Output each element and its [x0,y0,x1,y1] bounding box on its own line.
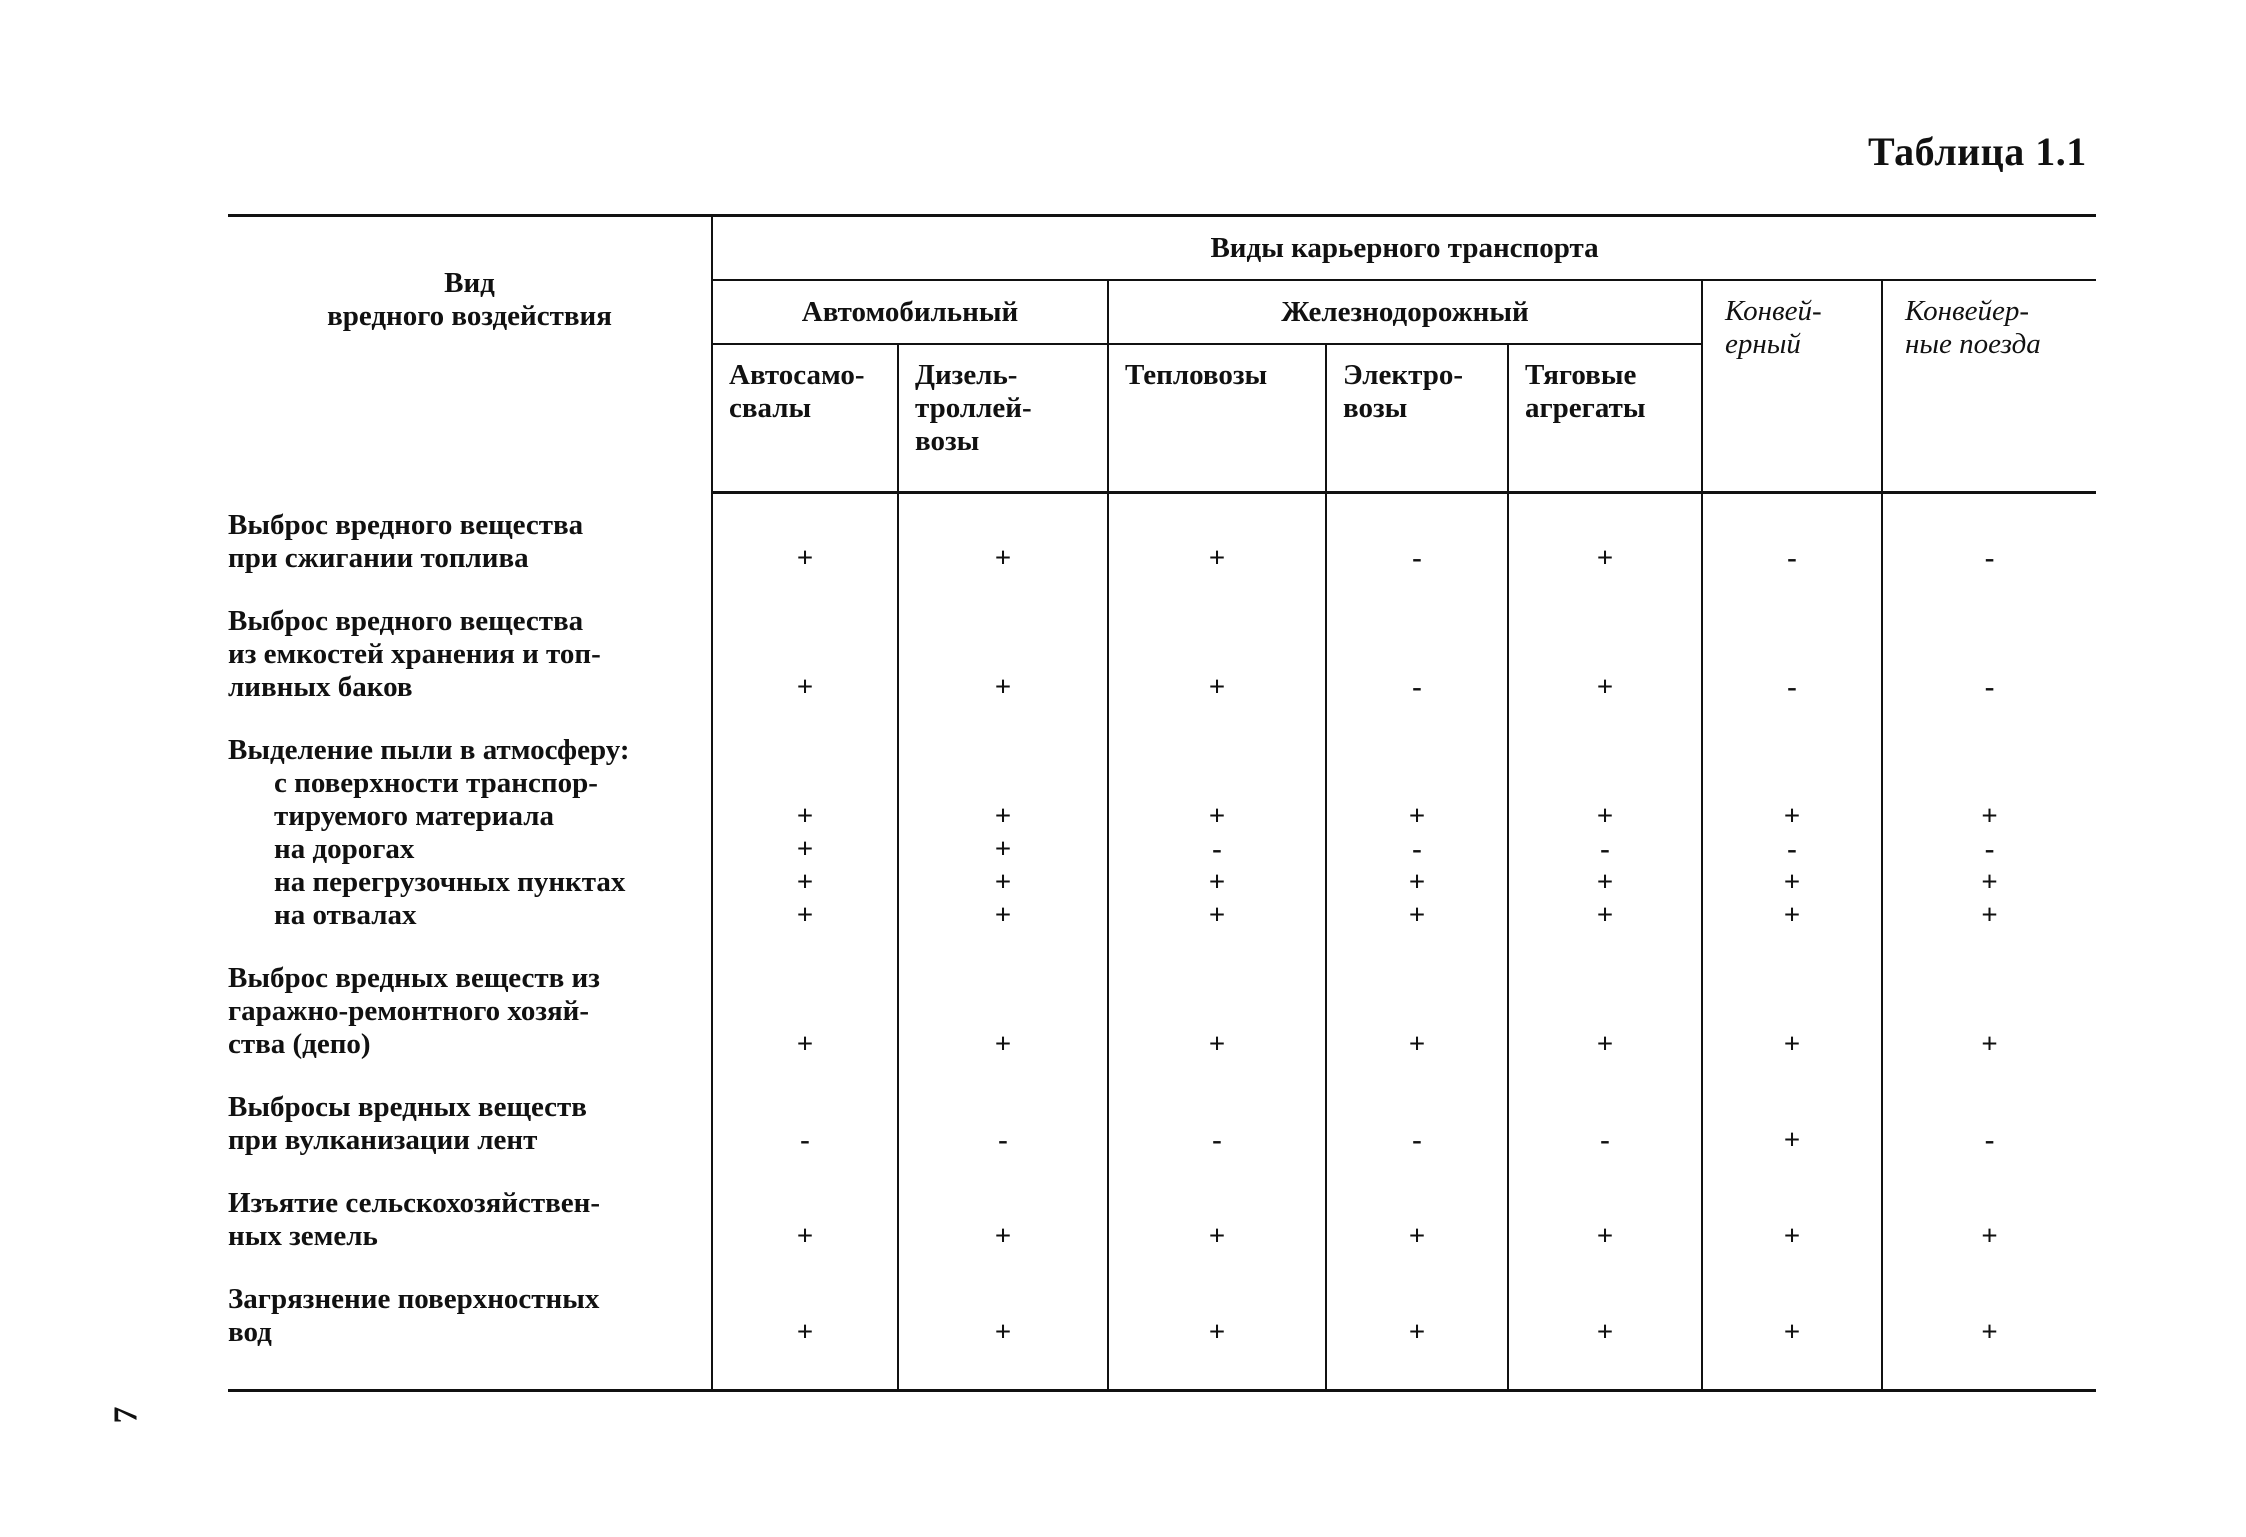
page-number: 7 [107,1406,145,1424]
mark-cell: - [898,1075,1108,1171]
mark-cell: + [1108,946,1326,1075]
mark-cell: + [712,946,898,1075]
mark-cell: + [1702,1171,1882,1267]
mark-cell: - [1882,493,2096,589]
diesel-trolley-header: Дизель- троллей- возы [898,344,1108,493]
hazard-table [228,214,2096,1392]
mark-cell: + [1326,1171,1508,1267]
hazard-label: Выброс вредных веществ из гаражно-ремонтного хозяй- ства (депо) [228,961,600,1060]
hazard-label: Выброс вредного вещества при сжигании топлива [228,508,584,574]
hazard-label: Загрязнение поверхностных вод [228,1267,712,1391]
mark-cell: - [1508,1075,1702,1171]
mark-cell: + - + + [1508,718,1702,946]
traction-units-header: Тяговые агрегаты [1508,344,1702,493]
rail-group-header: Железнодорожный [1108,280,1702,344]
mark-cell: - [1882,1075,2096,1171]
mark-cell: + [1108,493,1326,589]
mark-cell: - [1326,493,1508,589]
mark-cell: - [1702,493,1882,589]
mark-cell: - [1702,589,1882,718]
table-row [228,589,2096,718]
mark-cell: + [1882,946,2096,1075]
mark-cell: + + + + [898,718,1108,946]
mark-cell: - [1882,589,2096,718]
mark-cell: - [1108,1075,1326,1171]
electric-loco-header: Электро- возы [1326,344,1508,493]
mark-cell: - [712,1075,898,1171]
table-row [228,1171,2096,1267]
mark-cell: + [712,1171,898,1267]
dump-trucks-header: Автосамо- свалы [712,344,898,493]
table-row [228,1075,2096,1171]
mark-cell: + [1882,1171,2096,1267]
hazard-label: Выброс вредного вещества из емкостей хранения и топ- ливных баков [228,604,601,703]
mark-cell: + - + + [1882,718,2096,946]
mark-cell: + [1508,589,1702,718]
mark-cell: + [898,493,1108,589]
mark-cell: + [1508,1171,1702,1267]
mark-cell: + + + + [712,718,898,946]
table-caption: Таблица 1.1 [1868,129,2087,174]
hazard-label: Выбросы вредных веществ при вулканизации лент [228,1090,587,1156]
table-row [228,493,2096,589]
mark-cell: + - + + [1108,718,1326,946]
transport-types-header: Виды карьерного транспорта [712,216,2096,281]
mark-cell: + [1508,493,1702,589]
mark-cell: + [1108,589,1326,718]
mark-cell: + [1702,1075,1882,1171]
mark-cell: + [898,946,1108,1075]
conveyor-header: Конвей- ерный [1702,280,1882,493]
table-row [228,718,2096,946]
conveyor-trains-header: Конвейер- ные поезда [1882,280,2096,493]
mark-cell: + [712,1267,898,1391]
hazard-label: Изъятие сельскохозяйствен- ных земель [228,1186,601,1252]
auto-group-header: Автомобильный [712,280,1108,344]
table-row [228,1267,2096,1391]
mark-cell: + [1508,1267,1702,1391]
mark-cell: + [898,1267,1108,1391]
mark-cell: + - + + [1326,718,1508,946]
hazard-column-header: Вид вредного воздействия [228,216,712,493]
mark-cell: + [898,1171,1108,1267]
mark-cell: + [1108,1171,1326,1267]
mark-cell: + [1702,1267,1882,1391]
hazard-table-container [228,214,2096,1392]
table-row [228,946,2096,1075]
mark-cell: + [1882,1267,2096,1391]
mark-cell: + [1108,1267,1326,1391]
mark-cell: + [1508,946,1702,1075]
mark-cell: + [898,589,1108,718]
mark-cell: + - + + [1702,718,1882,946]
mark-cell: + [712,493,898,589]
mark-cell: + [1702,946,1882,1075]
mark-cell: + [712,589,898,718]
diesel-loco-header: Тепловозы [1108,344,1326,493]
mark-cell: + [1326,946,1508,1075]
mark-cell: + [1326,1267,1508,1391]
hazard-label: Выделение пыли в атмосферу: с поверхности транспор- тируемого материала на дорогах на перегрузочных пунктах на отвалах [228,733,630,931]
mark-cell: - [1326,1075,1508,1171]
mark-cell: - [1326,589,1508,718]
